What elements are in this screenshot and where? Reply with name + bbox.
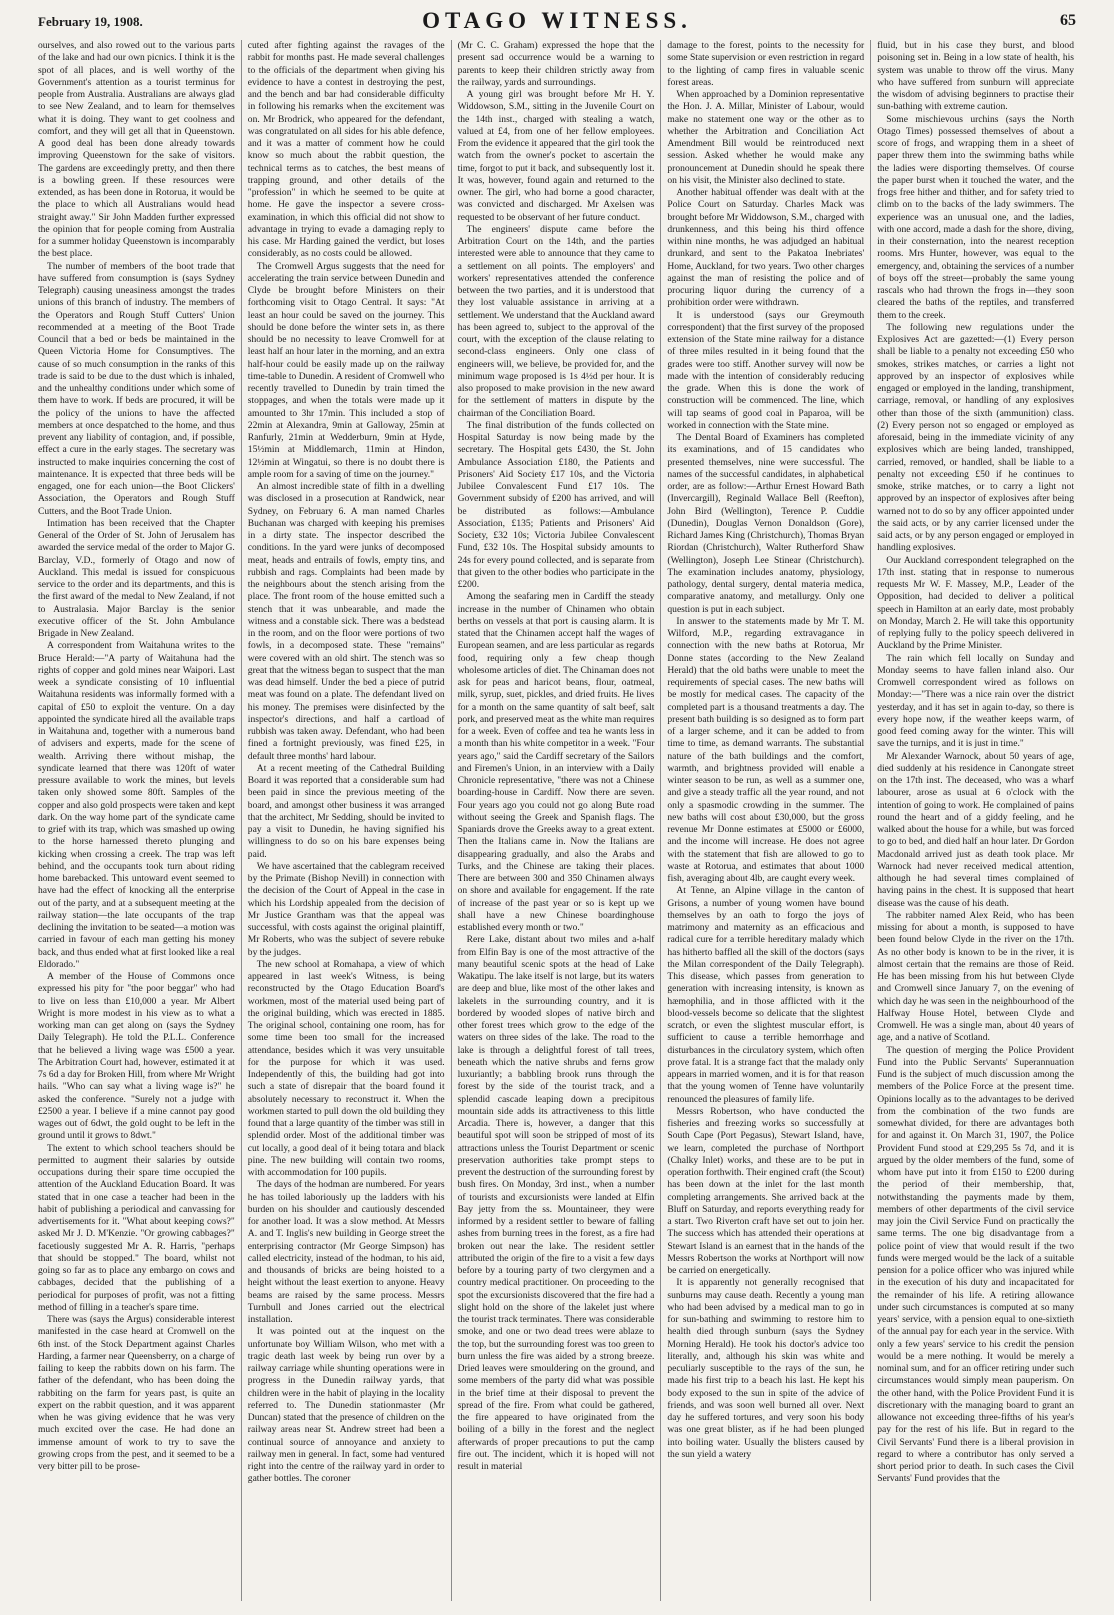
article-paragraph: cuted after fighting against the ravages of the rabbit for months past. He made several challenges to the officials of the department when giving his evidence to have a contest in destroying the pest, and the bench and bar had considerable difficulty in following his remarks when the excitement was on. Mr Brodrick, who appeared for the defendant, was congratulated on all sides for his able defence, and it was a matter of comment how he could know so much about the rabbit question, the technical terms as to catches, the best means of trapping ground, and other details of the "profession" in which he seemed to be quite at home. He gave the inspector a severe cross-examination, in which this official did not show to advantage in trying to evade a damaging reply to his case. Mr Harding gained the verdict, but loses considerably, as no costs could be allowed. bbox=[247, 40, 445, 260]
article-paragraph: When approached by a Dominion representative the Hon. J. A. Millar, Minister of Labour, would make no statement one way or the other as to whether the Arbitration and Conciliation Act Amendment Bill would be reintroduced next session. Asked whether he would make any pronouncement at Dunedin should he speak there on his visit, the Minister also declined to state. bbox=[667, 89, 865, 186]
article-paragraph: At Tenne, an Alpine village in the canton of Grisons, a number of young women have bound themselves by an oath to forgo the joys of matrimony and maternity as an efficacious and radical cure for a terrible hereditary malady which has hitherto baffled all the skill of the doctors (says the Milan correspondent of the Daily Telegraph). This disease, which passes from generation to generation with increasing intensity, is known as hæmophilia, and in those afflicted with it the blood-vessels become so delicate that the slightest scratch, or even the slightest muscular effort, is sufficient to cause a terrible hemorrhage and disturbances in the circulatory system, which often prove fatal. It is a strange fact that the malady only appears in married women, and it is for that reason that the young women of Tenne have voluntarily renounced the pleasures of family life. bbox=[667, 885, 865, 1105]
article-paragraph: Another habitual offender was dealt with at the Police Court on Saturday. Charles Mack was brought before Mr Widdowson, S.M., charged with drunkenness, and this being his third offence within nine months, he was adjudged an habitual drunkard, and sent to the Pakatoa Inebriates' Home, Auckland, for two years. Two other charges against the man of resisting the police and of procuring liquor during the currency of a prohibition order were withdrawn. bbox=[667, 187, 865, 309]
article-paragraph: It is understood (says our Greymouth correspondent) that the first survey of the proposed extension of the State mine railway for a distance of three miles resulted in it being found that the grades were too stiff. Another survey will now be made with the intention of considerably reducing the grade. When this is done the work of construction will be commenced. The line, which will tap seams of good coal in Paparoa, will be worked in connection with the State mine. bbox=[667, 309, 865, 431]
article-paragraph: Our Auckland correspondent telegraphed on the 17th inst. stating that in response to numerous requests Mr W. F. Massey, M.P., Leader of the Opposition, had decided to deliver a political speech in Hamilton at an early date, most probably on Monday, March 2. He will take this opportunity of replying fully to the policy speech delivered in Auckland by the Prime Minister. bbox=[877, 554, 1074, 652]
article-paragraph: (Mr C. C. Graham) expressed the hope that the present sad occurrence would be a warning to parents to keep their children strictly away from the railway, yards and surroundings. bbox=[457, 40, 655, 88]
article-paragraph: The rain which fell locally on Sunday and Monday seems to have fallen inland also. Our Cromwell correspondent wired as follows on Monday:—"There was a nice rain over the district yesterday, and it has set in again to-day, so there is every hope now, if the weather keeps warm, of good feed coming away for the winter. This will save the turnips, and it is just in time." bbox=[877, 652, 1074, 750]
article-paragraph: At a recent meeting of the Cathedral Building Board it was reported that a considerable sum had been paid in since the previous meeting of the board, and amongst other business it was arranged that the architect, Mr Sedding, should be invited to pay a visit to Dunedin, he having signified his willingness to do so on his bare expenses being paid. bbox=[247, 762, 445, 860]
article-paragraph: The Cromwell Argus suggests that the need for accelerating the train service between Dunedin and Clyde be brought before Ministers on their forthcoming visit to Otago Central. It says: "At least an hour could be saved on the journey. This should be done before the winter sets in, as there should be no necessity to leave Cromwell for at least half an hour later in the morning, and an extra half-hour could be easily made up on the railway time-table to Dunedin. A resident of Cromwell who recently travelled to Dunedin by train timed the stoppages, and when the totals were made up it amounted to 3hr 17min. This included a stop of 22min at Alexandra, 9min at Galloway, 25min at Ranfurly, 21min at Wedderburn, 9min at Hyde, 15½min at Middlemarch, 11min at Hindon, 12½min at Wingatui, so there is no doubt there is ample room for a saving of time on the journey." bbox=[247, 260, 445, 480]
column-1 bbox=[38, 40, 242, 1601]
article-paragraph: The rabbiter named Alex Reid, who has been missing for about a month, is supposed to have been found below Clyde in the river on the 17th. As no other body is known to be in the river, it is almost certain that the remains are those of Reid. He has been missing from his hut between Clyde and Cromwell since January 7, on the evening of which day he was seen in the neighbourhood of the Halfway House Hotel, between Clyde and Cromwell. He was a single man, about 40 years of age, and a native of Scotland. bbox=[877, 909, 1074, 1044]
article-paragraph: The extent to which school teachers should be permitted to augment their salaries by outside occupations during their spare time occupied the attention of the Auckland Education Board. It was stated that in one case a teacher had been in the habit of publishing a periodical and canvassing for advertisements for it. "What about keeping cows?" asked Mr J. D. M'Kenzie. "Or growing cabbages?" facetiously suggested Mr A. R. Harris, "perhaps that should be stopped." The board, whilst not going so far as to place any embargo on cows and cabbages, decided that the publishing of a periodical for purposes of profit, was not a fitting method of filling in a teacher's spare time. bbox=[38, 1142, 235, 1313]
masthead bbox=[38, 8, 1076, 36]
article-paragraph: It was pointed out at the inquest on the unfortunate boy William Wilson, who met with a tragic death last week by being run over by a railway carriage while shunting operations were in progress in the Dunedin railway yards, that children were in the habit of playing in the locality referred to. The Dunedin stationmaster (Mr Duncan) stated that the presence of children on the railway areas near St. Andrew street had been a continual source of annoyance and anxiety to railway men in general. In fact, some had ventured right into the centre of the railway yard in order to gather bottles. The coroner bbox=[247, 1326, 445, 1485]
article-paragraph: damage to the forest, points to the necessity for some State supervision or even restriction in regard to the lighting of camp fires in valuable scenic forest areas. bbox=[667, 40, 865, 88]
article-paragraph: fluid, but in his case they burst, and blood poisoning set in. Being in a low state of health, his system was unable to throw off the virus. Many who have suffered from sunburn will appreciate the wisdom of advising beginners to practise their sun-bathing with extreme caution. bbox=[877, 40, 1074, 113]
article-paragraph: The new school at Romahapa, a view of which appeared in last week's Witness, is being reconstructed by the Otago Education Board's workmen, most of the material used being part of the original building, which was erected in 1885. The original school, containing one room, has for some time been too small for the increased attendance, besides which it was very unsuitable for the purpose for which it was used. Independently of this, the building had got into such a state of disrepair that the board found it absolutely necessary to reconstruct it. When the workmen started to pull down the old building they found that a large quantity of the timber was still in splendid order. Most of the additional timber was cut locally, a good deal of it being totara and black pine. The new building will contain two rooms, with accommodation for 100 pupils. bbox=[247, 958, 445, 1178]
column-2 bbox=[242, 40, 452, 1601]
column-3 bbox=[452, 40, 662, 1601]
article-paragraph: Among the seafaring men in Cardiff the steady increase in the number of Chinamen who obtain berths on vessels at that port is causing alarm. It is stated that the Chinamen accept half the wages of European seamen, and are less particular as regards food, requiring only a few cheap though wholesome articles of diet. The Chinaman does not ask for peas and haricot beans, flour, oatmeal, milk, syrup, suet, pickles, and dried fruits. He lives for a month on the same quantity of salt beef, salt pork, and preserved meat as the white man requires for a week. Even of coffee and tea he wants less in a month than his white competitor in a week. "Four years ago," said the Cardiff secretary of the Sailors and Firemen's Union, in an interview with a Daily Chronicle representative, "there was not a Chinese boarding-house in Cardiff. Now there are seven. Four years ago you could not go along Bute road without seeing the Greek and Spanish flags. The Spaniards drove the Greeks away to a great extent. Then the Italians came in. Now the Italians are disappearing gradually, and also the Arabs and Turks, and the Chinese are taking their places. There are between 300 and 350 Chinamen always on shore and available for engagement. If the rate of increase of the past year or so is kept up we shall have a new Chinese boardinghouse established every month or two." bbox=[457, 591, 655, 933]
article-paragraph: We have ascertained that the cablegram received by the Primate (Bishop Nevill) in connection with the decision of the Court of Appeal in the case in which his Lordship appealed from the decision of Mr Justice Grantham was that the appeal was successful, with costs against the original plaintiff, Mr Roberts, who was the subject of severe rebuke by the judges. bbox=[247, 860, 445, 958]
article-paragraph: The following new regulations under the Explosives Act are gazetted:—(1) Every person shall be liable to a penalty not exceeding £50 who smokes, strikes matches, or carries a light not approved by an inspector of explosives while engaged or employed in the landing, transhipment, carriage, removal, or handling of any explosives other than those of the sixth (ammunition) class. (2) Every person not so engaged or employed as aforesaid, being in the immediate vicinity of any explosives which are being landed, transhipped, carried, removed, or handled, shall be liable to a penalty not exceeding £50 if he continues to smoke, strike matches, or to carry a light not approved by an inspector of explosives after being warned not to do so by any officer appointed under the said acts, or by any carrier licensed under the said acts, or by any person engaged or employed in handling explosives. bbox=[877, 321, 1074, 554]
article-paragraph: In answer to the statements made by Mr T. M. Wilford, M.P., regarding extravagance in connection with the new baths at Rotorua, Mr Donne states (according to the New Zealand Herald) that the old baths were unable to meet the requirements of special cases. The new baths will be mostly for medical cases. The capacity of the completed part is a thousand treatments a day. The present bath building is so designed as to form part of a larger scheme, and it can be added to from time to time, as demand warrants. The substantial nature of the bath buildings and the comfort, warmth, and brightness provided will enable a winter season to be run, as well as a summer one, and give a steady traffic all the year round, and not only a spasmodic crowding in the summer. The new baths will cost about £30,000, but the gross revenue Mr Donne estimates at £5000 or £6000, and the income will increase. He does not agree with the statement that fish are allowed to go to waste at Rotorua, and estimates that about 1000 fish, averaging about 4lb, are caught every week. bbox=[667, 615, 865, 884]
article-paragraph: Mr Alexander Warnock, about 50 years of age, died suddenly at his residence in Canongate street on the 17th inst. The deceased, who was a wharf labourer, arose as usual at 6 o'clock with the intention of going to work. He complained of pains round the heart and of a giddy feeling, and he walked about the house for a while, but was forced to go to bed, and died half an hour later. Dr Gordon Macdonald arrived just as death took place. Mr Warnock had never received medical attention, although he had several times complained of having pains in the chest. It is supposed that heart disease was the cause of his death. bbox=[877, 750, 1074, 909]
article-paragraph: It is apparently not generally recognised that sunburns may cause death. Recently a young man who had been advised by a medical man to go in for sun-bathing and swimming to restore him to health died through sunburn (says the Sydney Morning Herald). He took his doctor's advice too literally, and, although his skin was white and peculiarly susceptible to the rays of the sun, he made his first trip to a beach his last. He kept his body exposed to the sun in spite of the advice of friends, and was soon well burned all over. Next day he suffered tortures, and very soon his body was one great blister, as if he had been plunged into boiling water. Usually the blisters caused by the sun yield a watery bbox=[667, 1277, 865, 1460]
article-paragraph: A correspondent from Waitahuna writes to the Bruce Herald:—"A party of Waitahuna had the rights of copper and gold mines near Waipori. Last week a syndicate consisting of 10 influential Waitahuna residents was informally formed with a capital of £50 to exploit the venture. On a day appointed the syndicate hired all the available traps in Waitahuna and, together with a numerous band of advisers and experts, made for the scene of wealth. Arriving there without mishap, the syndicate learned that there was 120ft of water pressure available to work the mines, but levels taken only showed some 80ft. Samples of the copper and also gold prospects were taken and kept dark. On the way home part of the syndicate came to grief with its trap, which was smashed up owing to the horse harnessed thereto plunging and kicking when crossing a creek. The trap was left behind, and the occupants took turn about riding home barebacked. This untoward event seemed to have had the effect of knocking all the enterprise out of the party, and at a subsequent meeting at the railway station—the late occupants of the trap declining the invitation to be seated—a motion was carried in favour of each man getting his money back, and thus ended what at first looked like a real Eldorado." bbox=[38, 640, 235, 970]
article-paragraph: The final distribution of the funds collected on Hospital Saturday is now being made by the secretary. The Hospital gets £430, the St. John Ambulance Association £180, the Patients and Prisoners' Aid Society £17 10s, and the Victoria Jubilee Convalescent Fund £17 10s. The Government subsidy of £200 has arrived, and will be distributed as follows:—Ambulance Association, £135; Patients and Prisoners' Aid Society, £32 10s; Victoria Jubilee Convalescent Fund, £32 10s. The Hospital subsidy amounts to 24s for every pound collected, and is separate from that given to the other bodies who participate in the £200. bbox=[457, 419, 655, 590]
article-paragraph: An almost incredible state of filth in a dwelling was disclosed in a prosecution at Randwick, near Sydney, on February 6. A man named Charles Buchanan was charged with keeping his premises in a dirty state. The inspector described the conditions. In the yard were junks of decomposed meat, heads and entrails of fowls, empty tins, and rubbish and rags. Complaints had been made by the neighbours about the stench arising from the place. The front room of the house emitted such a stench that it was unbearable, and made the witness and a constable sick. There was a bedstead in the room, and on the floor were portions of two fowls, in a decomposed state. These "remains" were covered with an old shirt. The stench was so great that the witness began to suspect that the man was dead himself. Under the bed a piece of putrid meat was found on a plate. The defendant lived on his money. The premises were disinfected by the inspector's directions, and half a cartload of rubbish was taken away. Defendant, who had been fined a fortnight previously, was fined £25, in default three months' hard labour. bbox=[247, 481, 445, 762]
article-paragraph: Messrs Robertson, who have conducted the fisheries and freezing works so successfully at South Cape (Port Pegasus), Stewart Island, have, we learn, completed the purchase of Northport (Chalky Inlet) works, and these are to be put in operation forthwith. Their engined craft (the Scout) has been down at the inlet for the last month completing arrangements. She arrived back at the Bluff on Saturday, and reports everything ready for a start. Two Riverton craft have set out to join her. The success which has attended their operations at Stewart Island is an earnest that in the hands of the Messrs Robertson the works at Northport will now be carried on energetically. bbox=[667, 1105, 865, 1276]
article-columns bbox=[38, 40, 1074, 1601]
article-paragraph: ourselves, and also rowed out to the various parts of the lake and had our own picnics. I think it is the spot of all places, and is well worthy of the Government's attention as a tourist terminus for people from Australia. Australians are always glad to see New Zealand, and to learn for themselves what it is doing. They want to get coolness and comfort, and they will get all that in Queenstown. A good deal has been done already towards improving Queenstown for the sake of visitors. The gardens are exceedingly pretty, and then there is a bowling green. If these resources were extended, as has been done in Rotorua, it would be the place to which all Australians would head straight away." Sir John Madden further expressed the opinion that for people coming from Australia for a summer holiday Queenstown is incomparably the best place. bbox=[38, 40, 235, 260]
article-paragraph: The number of members of the boot trade that have suffered from consumption is (says Sydney Telegraph) causing uneasiness amongst the trades unions of this branch of industry. The members of the Operators and Rough Stuff Cutters' Union recommended at a meeting of the Boot Trade Council that a bed or beds be maintained in the Queen Victoria Home for Consumptives. The cause of so much consumption in the ranks of this trade is said to be due to the dust which is inhaled, and the unhealthy conditions under which some of them have to work. If beds are procured, it will be the policy of the unions to have the affected members at once despatched to the home, and thus prevent any liability of contagion, and, if possible, effect a cure in the early stages. The secretary was instructed to make inquiries concerning the cost of maintenance. It is expected that three beds will be engaged, one for each union—the Boot Clickers' Association, the Operators and Rough Stuff Cutters, and the Boot Trade Union. bbox=[38, 260, 235, 517]
article-paragraph: There was (says the Argus) considerable interest manifested in the case heard at Cromwell on the 6th inst. of the Stock Department against Charles Harding, a farmer near Queensberry, on a charge of failing to keep the rabbits down on his farm. The father of the defendant, who has been doing the rabbiting on the farm for years past, is quite an expert on the rabbit question, and it was apparent when he was giving evidence that he was very much excited over the case. He had done an immense amount of work to try to save the growing crops from the pest, and it seemed to be a very bitter pill to be prose- bbox=[38, 1314, 235, 1472]
page-number: 65 bbox=[1060, 12, 1076, 29]
article-paragraph: The question of merging the Police Provident Fund into the Public Servants' Superannuation Fund is the subject of much discussion among the members of the Police Force at the present time. Opinions locally as to the advantages to be derived from the combination of the two funds are somewhat divided, for there are advantages both for and against it. On March 31, 1907, the Police Provident Fund stood at £29,295 5s 7d, and it is argued by the older members of the fund, some of whom have put into it from £150 to £200 during the period of their membership, that, notwithstanding the payments made by them, members of other departments of the civil service may join the Civil Service Fund on practically the same terms. The one big disadvantage from a police point of view that would result if the two funds were merged would be the lack of a suitable pension for a police officer who was injured while in the execution of his duty and incapacitated for the remainder of his life. A retiring allowance under such circumstances is computed at so many years' service, with a pension equal to one-sixtieth of the annual pay for each year in the service. With only a few years' service to his credit the pension would be a mere nothing. It would be merely a nominal sum, and for an officer retiring under such circumstances would simply mean pauperism. On the other hand, with the Police Provident Fund it is discretionary with the managing board to grant an allowance not exceeding three-fifths of his year's pay for the rest of his life. But in regard to the Civil Servants' Fund there is a liberal provision in regard to where a contributor has only served a short period prior to death. In such cases the Civil Servants' Fund provides that the bbox=[877, 1044, 1074, 1485]
newspaper-title: OTAGO WITNESS. bbox=[422, 8, 692, 33]
article-paragraph: The engineers' dispute came before the Arbitration Court on the 14th, and the parties interested were able to announce that they came to a settlement on all points. The employers' and workers' representatives attended the conference between the two parties, and it is understood that they lost valuable assistance in arriving at a settlement. We understand that the Auckland award has been agreed to, subject to the approval of the court, with the exception of the clause relating to second-class engineers. Only one class of engineers will, we believe, be provided for, and the minimum wage proposed is 1s 4½d per hour. It is also proposed to make provision in the new award for the settlement of matters in dispute by the chairman of the Conciliation Board. bbox=[457, 223, 655, 419]
article-paragraph: Some mischievous urchins (says the North Otago Times) possessed themselves of about a score of frogs, and wrapping them in a sheet of paper threw them into the swimming baths while the ladies were disporting themselves. Of course the paper burst when it touched the water, and the frogs free hither and thither, and for safety tried to climb on to the backs of the lady swimmers. The experience was an unusual one, and the ladies, with one accord, made a dash for the shore, diving, in their consternation, into the nearest reception rooms. Mrs Hunter, however, was equal to the emergency, and, obtaining the services of a number of boys off the street—probably the same young rascals who had thrown the frogs in—they soon cleared the baths of the reptiles, and transferred them to the creek. bbox=[877, 113, 1074, 321]
article-paragraph: Rere Lake, distant about two miles and a-half from Elfin Bay is one of the most attractive of the many beautiful scenic spots at the head of Lake Wakatipu. The lake itself is not large, but its waters are deep and blue, like most of the other lakes and lakelets in the surrounding country, and it is bordered by wooded slopes of native birch and other forest trees which grow to the edge of the waters on three sides of the lake. The road to the lake is through a delightful forest of tall trees, beneath which the native shrubs and ferns grow luxuriantly; a babbling brook runs through the forest by the side of the tourist track, and a splendid cascade leaping down a precipitous mountain side adds its attractiveness to this little Arcadia. There is, however, a danger that this beautiful spot will soon be stripped of most of its attractions unless the Tourist Department or scenic preservation authorities take prompt steps to prevent the destruction of the surrounding forest by bush fires. On Monday, 3rd inst., when a number of tourists and excursionists were landed at Elfin Bay jetty from the ss. Mountaineer, they were informed by a resident settler to beware of falling ashes from burning trees in the forest, as a fire had broken out near the lake. The resident settler attributed the origin of the fire to a visit a few days before by a touring party of two clergymen and a country medical practitioner. On proceeding to the spot the excursionists discovered that the fire had a slight hold on the shore of the lakelet just where the tourist track terminates. There was considerable smoke, and one or two dead trees were ablaze to the top, but the surrounding forest was too green to burn unless the fire was aided by a strong breeze. Dried leaves were smouldering on the ground, and some members of the party did what was possible in the brief time at their disposal to prevent the spread of the fire. From what could be gathered, the fire appeared to have originated from the boiling of a billy in the forest and the neglect afterwards of proper precautions to put the camp fire out. The incident, which it is hoped will not result in material bbox=[457, 934, 655, 1472]
article-paragraph: The days of the hodman are numbered. For years he has toiled laboriously up the ladders with his burden on his shoulder and cautiously descended for another load. It was a slow method. At Messrs A. and T. Inglis's new building in George street the enterprising contractor (Mr George Simpson) has called electricity, instead of the hodman, to his aid, and thousands of bricks are being hoisted to a height without the least exertion to anyone. Heavy beams are raised by the same process. Messrs Turnbull and Jones carried out the electrical installation. bbox=[247, 1179, 445, 1325]
column-5 bbox=[871, 40, 1074, 1601]
article-paragraph: The Dental Board of Examiners has completed its examinations, and of 15 candidates who presented themselves, nine were successful. The names of the successful candidates, in alphabetical order, are as follow:—Arthur Ernest Howard Bath (Invercargill), Reginald Wallace Bell (Reefton), John Bird (Wellington), Terence P. Cuddie (Dunedin), Douglas Vernon Donaldson (Gore), Richard James King (Christchurch), Thomas Bryan Riordan (Christchurch), Walter Rutherford Shaw (Wellington), Joseph Lee Stinear (Christchurch). The examination includes anatomy, physiology, pathology, dental surgery, dental materia medica, comparative anatomy, and metallurgy. Only one question is put in each subject. bbox=[667, 432, 865, 615]
article-paragraph: A member of the House of Commons once expressed his pity for "the poor beggar" who had to live on less than £10,000 a year. Mr Albert Wright is more modest in his view as to what a working man can get along on (says the Sydney Daily Telegraph). He told the P.L.L. Conference that he believed a living wage was £500 a year. The Arbitration Court had, however, estimated it at 7s 6d a day for Broken Hill, from where Mr Wright hails. "Who can say what a living wage is?" he asked the conference. "Surely not a judge with £2500 a year. I believe if a mine cannot pay good wages out of 6dwt, the gold ought to be left in the ground until it grows to 8dwt." bbox=[38, 971, 235, 1142]
column-4 bbox=[661, 40, 871, 1601]
issue-date: February 19, 1908. bbox=[38, 14, 143, 29]
article-paragraph: A young girl was brought before Mr H. Y. Widdowson, S.M., sitting in the Juvenile Court on the 14th inst., charged with stealing a watch, valued at £4, from one of her fellow employees. From the evidence it appeared that the girl took the watch from the owner's pocket to ascertain the time, forgot to put it back, and subsequently lost it. It was, however, found again and returned to the owner. The girl, who had borne a good character, was convicted and discharged. Mr Axelsen was requested to be observant of her future conduct. bbox=[457, 89, 655, 223]
article-paragraph: Intimation has been received that the Chapter General of the Order of St. John of Jerusalem has awarded the service medal of the order to Major G. Barclay, V.D., formerly of Otago and now of Auckland. This medal is issued for conspicuous service to the order and its departments, and this is the first award of the medal to New Zealand, if not to Australasia. Major Barclay is the senior executive officer of the St. John Ambulance Brigade in New Zealand. bbox=[38, 517, 235, 639]
